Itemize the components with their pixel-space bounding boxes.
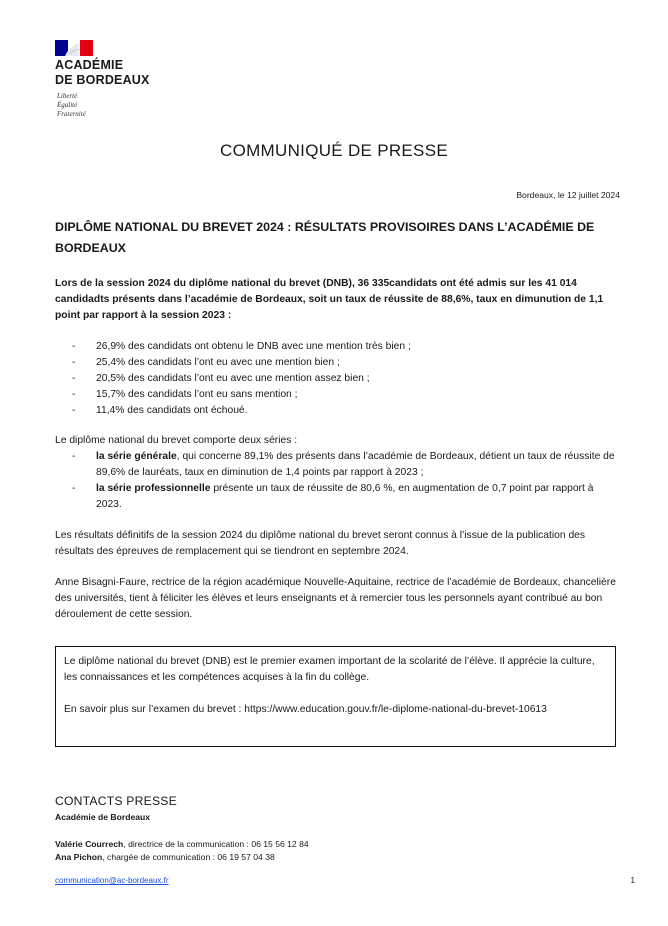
dateline: Bordeaux, le 12 juillet 2024 <box>516 190 620 200</box>
info-box-link-text: En savoir plus sur l’examen du brevet : https://www.education.gouv.fr/le-diplome-national-du-brevet-10613 <box>64 704 547 715</box>
marianne-logo-flag <box>55 40 93 56</box>
page-number: 1 <box>630 876 635 885</box>
info-box-text: Le diplôme national du brevet (DNB) est le premier examen important de la scolarité de l’élève. Il apprécie la culture, les connaissances et les compétences acquises à la fin du collège. <box>64 656 595 683</box>
list-dash: - <box>72 357 76 368</box>
series-list <box>72 449 617 513</box>
list-item: - 20,5% des candidats l’ont eu avec une mention assez bien ; <box>72 371 612 387</box>
list-item: - 15,7% des candidats l’ont eu sans mention ; <box>72 387 612 403</box>
logo-bordeaux-label: DE BORDEAUX <box>55 73 150 87</box>
list-item: - 11,4% des candidats ont échoué. <box>72 403 612 419</box>
list-dash: - <box>72 451 76 462</box>
list-item: - la série générale, qui concerne 89,1% des présents dans l’académie de Bordeaux, détient un taux de réussite de 89,6% de lauréats, taux en diminution de 1,4 points par rapport à 2023 ; <box>72 451 615 478</box>
results-list <box>72 339 612 419</box>
headline: DIPLÔME NATIONAL DU BREVET 2024 : RÉSULTATS PROVISOIRES DANS L’ACADÉMIE DE BORDEAUX <box>55 220 595 255</box>
motto-egalite: Égalité <box>57 101 78 109</box>
series-name: la série générale <box>96 451 177 462</box>
list-item: - 26,9% des candidats ont obtenu le DNB avec une mention très bien ; <box>72 339 612 355</box>
list-item: - 25,4% des candidats l’ont eu avec une mention bien ; <box>72 355 612 371</box>
series-name: la série professionnelle <box>96 483 211 494</box>
list-dash: - <box>72 341 76 352</box>
contact-person: Ana Pichon, chargée de communication : 06 19 57 04 38 <box>55 852 275 862</box>
rector-note: Anne Bisagni-Faure, rectrice de la région académique Nouvelle-Aquitaine, rectrice de l’académie de Bordeaux, chancelière des universités, tient à féliciter les élèves et leurs enseignants et à remercier tous les personnels ayant contribué au bon déroulement de cette session. <box>55 577 616 620</box>
list-dash: - <box>72 405 76 416</box>
list-dash: - <box>72 373 76 384</box>
motto-liberte: Liberté <box>57 92 78 100</box>
contact-person: Valérie Courrech, directrice de la communication : 06 15 56 12 84 <box>55 839 309 849</box>
intro-paragraph: Lors de la session 2024 du diplôme national du brevet (DNB), 36 335candidats ont été admis sur les 41 014 candidadts présents dans l’académie de Bordeaux, soit un taux de réussite de 88,6%, taux en dimunution de 1,1 point par rapport à la session 2023 : <box>55 278 604 321</box>
series-intro: Le diplôme national du brevet comporte deux séries : <box>55 435 298 446</box>
contact-email-link[interactable]: communication@ac-bordeaux.fr <box>55 876 169 885</box>
page-title: COMMUNIQUÉ DE PRESSE <box>220 141 448 160</box>
list-dash: - <box>72 389 76 400</box>
contacts-subtitle: Académie de Bordeaux <box>55 812 151 822</box>
list-item: - la série professionnelle présente un taux de réussite de 80,6 %, en augmentation de 0,7 point par rapport à 2023. <box>72 483 594 510</box>
results-note: Les résultats définitifs de la session 2024 du diplôme national du brevet seront connus à l’issue de la publication des résultats des épreuves de remplacement qui se tiendront en septembre 2024. <box>55 530 586 557</box>
list-dash: - <box>72 483 76 494</box>
contacts-title: CONTACTS PRESSE <box>55 794 177 808</box>
logo-academie-label: ACADÉMIE <box>55 58 124 72</box>
motto-fraternite: Fraternité <box>57 110 86 118</box>
info-box <box>55 646 616 747</box>
